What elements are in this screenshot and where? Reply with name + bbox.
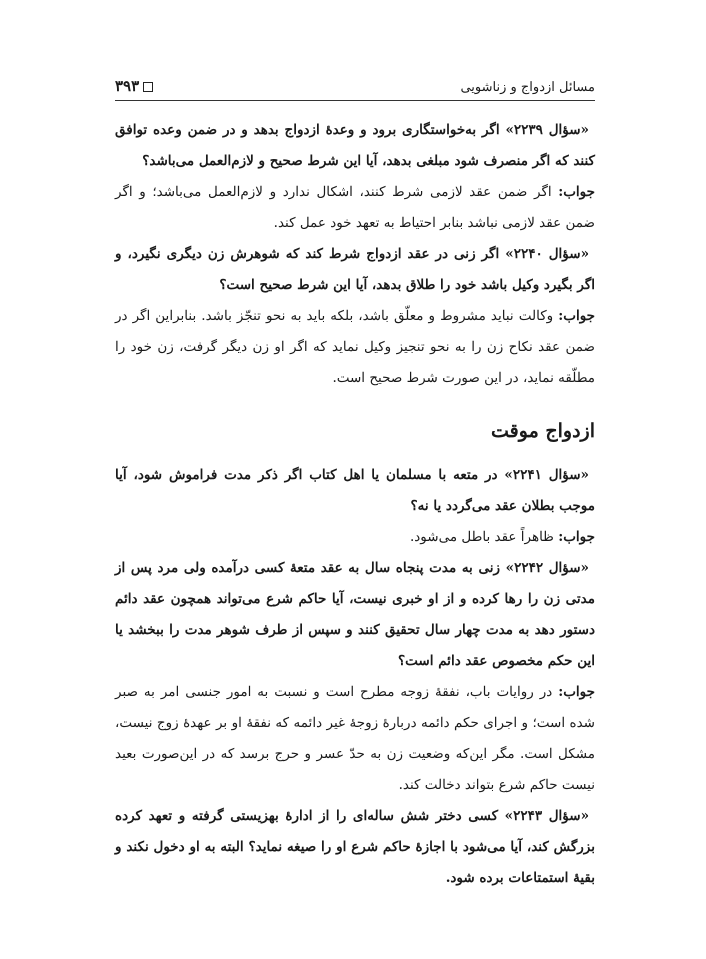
question-text: اگر زنی در عقد ازدواج شرط کند که شوهرش زن دیگری نگیرد، و اگر بگیرد وکیل باشد خود را طلاق بدهد، آیا این شرط صحیح است؟ [115, 246, 595, 293]
running-header [115, 76, 595, 101]
question-2241 [115, 460, 595, 522]
question-2242 [115, 553, 595, 677]
question-label: «سؤال ۲۲۴۲» [505, 560, 589, 576]
question-text: کسی دختر شش ساله‌ای را از ادارهٔ بهزیستی گرفته و تعهد کرده بزرگش کند، آیا می‌شود با اجازهٔ حاکم شرع او را صیغه نماید؟ البته به او دخول نکند و بقیهٔ استمتاعات برده شود. [115, 808, 595, 886]
answer-label: جواب: [558, 529, 595, 545]
answer-label: جواب: [558, 308, 596, 324]
page-number [115, 77, 153, 95]
question-label: «سؤال ۲۲۳۹» [505, 122, 589, 138]
question-label: «سؤال ۲۲۴۳» [504, 808, 590, 824]
answer-text: در روایات باب، نفقهٔ زوجه مطرح است و نسبت به امور جنسی امر به صبر شده است؛ و اجرای حکم دائمه دربارهٔ زوجهٔ غیر دائمه که نفقهٔ او بر عهدهٔ زوج نیست، مشکل است. مگر این‌که وضعیت زن به حدّ عسر و حرج برسد که در این‌صورت بعید نیست حاکم شرع بتواند دخالت کند. [115, 684, 595, 793]
answer-label: جواب: [558, 684, 595, 700]
answer-text: ظاهراً عقد باطل می‌شود. [410, 529, 554, 545]
question-text: اگر به‌خواستگاری برود و وعدهٔ ازدواج بدهد و در ضمن وعده توافق کنند که اگر منصرف شود مبلغی بدهد، آیا این شرط صحیح و لازم‌العمل می‌باشد؟ [115, 122, 595, 169]
answer-2241 [115, 522, 595, 553]
question-2243 [115, 801, 595, 894]
answer-2240 [115, 301, 595, 394]
question-label: «سؤال ۲۲۴۰» [505, 246, 590, 262]
question-2239 [115, 115, 595, 177]
answer-2242 [115, 677, 595, 801]
section-title: ازدواج موقت [491, 420, 595, 442]
question-text: در متعه با مسلمان یا اهل کتاب اگر ذکر مدت فراموش شود، آیا موجب بطلان عقد می‌گردد یا نه؟ [115, 467, 595, 514]
running-title: مسائل ازدواج و زناشویی [460, 80, 595, 95]
page-number-text: ۳۹۳ [115, 77, 140, 95]
question-label: «سؤال ۲۲۴۱» [504, 467, 589, 483]
answer-label: جواب: [558, 184, 595, 200]
answer-2239 [115, 177, 595, 239]
answer-text: وکالت نباید مشروط و معلّق باشد، بلکه باید به نحو تنجّز باشد. بنابراین اگر در ضمن عقد نکاح زن را به نحو تنجیز وکیل نماید که اگر او زن دیگر گرفت، زن خود را مطلّقه نماید، در این صورت شرط صحیح است. [115, 308, 595, 386]
answer-text: اگر ضمن عقد لازمی شرط کنند، اشکال ندارد و لازم‌العمل می‌باشد؛ و اگر ضمن عقد لازمی نباشد بنابر احتیاط به تعهد خود عمل کند. [115, 184, 595, 231]
main-text [115, 115, 595, 894]
question-text: زنی به مدت پنجاه سال به عقد متعهٔ کسی درآمده ولی مرد پس از مدتی زن را رها کرده و از او خبری نیست، آیا حاکم شرع می‌تواند همچون عقد دائم دستور دهد به مدت چهار سال تحقیق کنند و سپس از طرف شوهر مدت را ببخشد یا این حکم مخصوص عقد دائم است؟ [115, 560, 595, 669]
question-2240 [115, 239, 595, 301]
square-ornament-icon [143, 82, 153, 92]
